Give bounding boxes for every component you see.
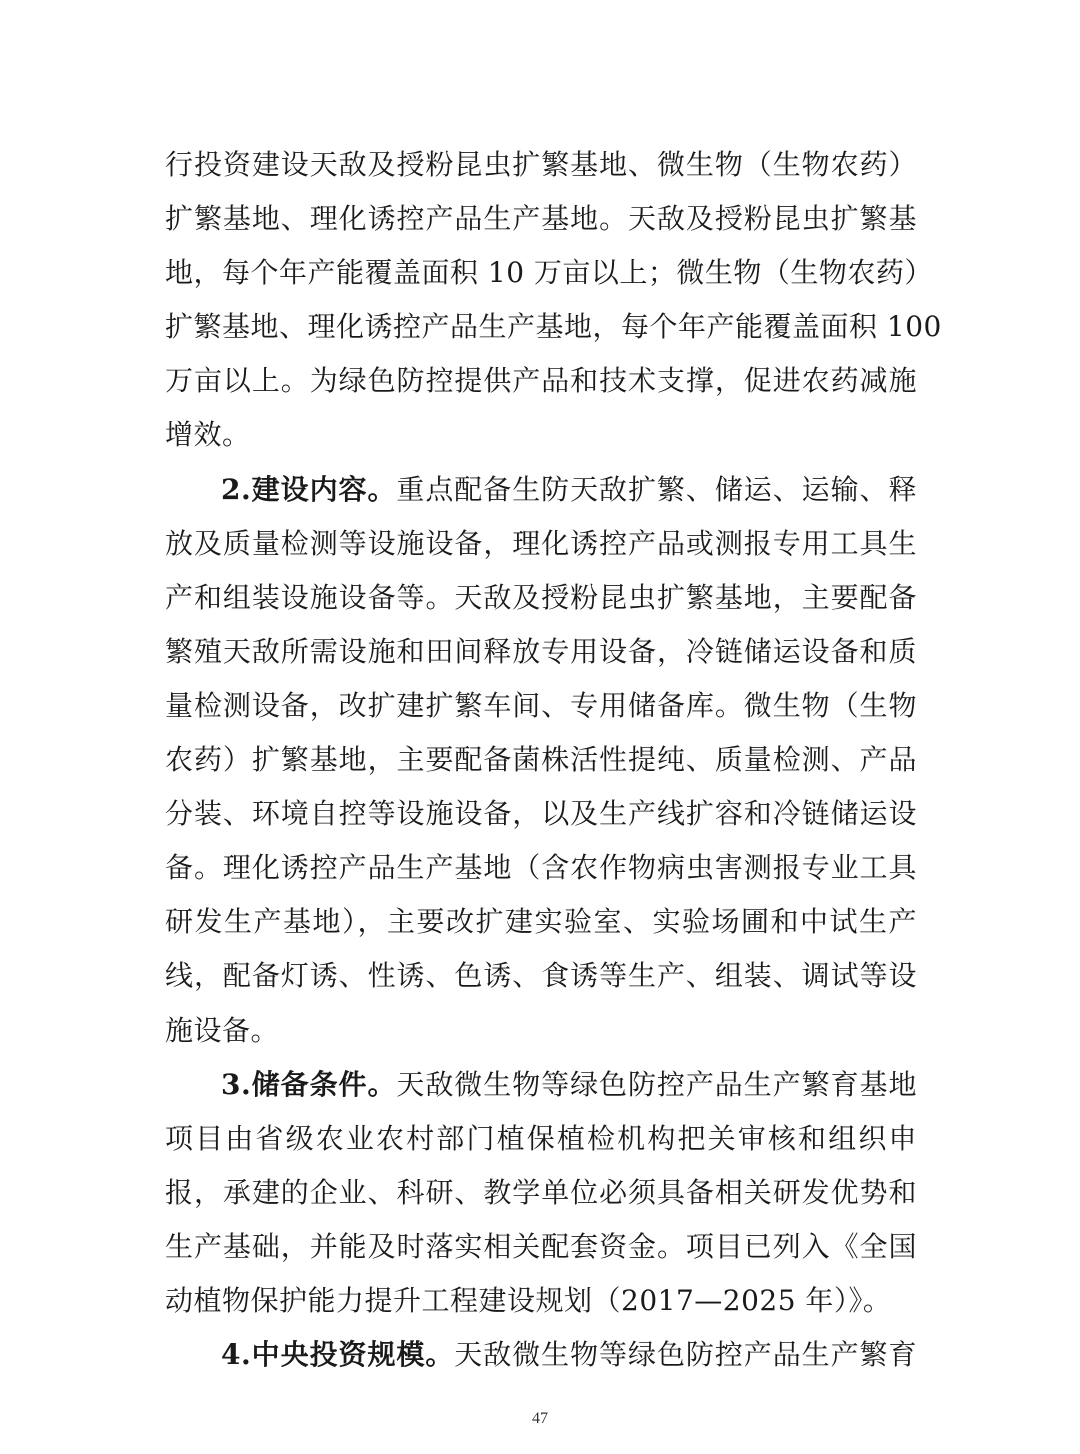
- text-line: 扩繁基地、理化诱控产品生产基地，每个年产能覆盖面积 100: [165, 310, 942, 344]
- text-line: 线，配备灯诱、性诱、色诱、食诱等生产、组装、调试等设: [165, 959, 917, 993]
- section-2-first-line: [165, 463, 917, 517]
- body-text: [165, 138, 942, 1382]
- section-2-heading: 2.建设内容。: [221, 472, 397, 506]
- text-line: 项目由省级农业农村部门植保植检机构把关审核和组织申: [165, 1121, 917, 1155]
- text-line: 备。理化诱控产品生产基地（含农作物病虫害测报专业工具: [165, 851, 917, 885]
- section-3-heading: 3.储备条件。: [221, 1067, 397, 1101]
- section-4-first-line: [165, 1328, 917, 1382]
- text-line: 报，承建的企业、科研、教学单位必须具备相关研发优势和: [165, 1175, 917, 1209]
- text-line: 行投资建设天敌及授粉昆虫扩繁基地、微生物（生物农药）: [165, 148, 917, 181]
- section-4-heading: 4.中央投资规模。: [221, 1338, 455, 1372]
- text-line: 分装、环境自控等设施设备，以及生产线扩容和冷链储运设: [165, 797, 917, 831]
- text-line: 万亩以上。为绿色防控提供产品和技术支撑，促进农药减施: [165, 364, 917, 398]
- text-line: 放及质量检测等设施设备，理化诱控产品或测报专用工具生: [165, 526, 917, 560]
- text-line: 生产基础，并能及时落实相关配套资金。项目已列入《全国: [165, 1229, 917, 1263]
- text-line: 繁殖天敌所需设施和田间释放专用设备，冷链储运设备和质: [165, 634, 917, 668]
- section-2-first-text: 重点配备生防天敌扩繁、储运、运输、释: [396, 472, 917, 506]
- section-3-first-line: [165, 1058, 917, 1112]
- text-line: 增效。: [165, 418, 251, 452]
- text-line: 研发生产基地），主要改扩建实验室、实验场圃和中试生产: [165, 905, 917, 939]
- text-line: 扩繁基地、理化诱控产品生产基地。天敌及授粉昆虫扩繁基: [165, 202, 917, 236]
- text-line: 产和组装设施设备等。天敌及授粉昆虫扩繁基地，主要配备: [165, 580, 917, 614]
- section-3-first-text: 天敌微生物等绿色防控产品生产繁育基地: [396, 1067, 917, 1101]
- text-line: 农药）扩繁基地，主要配备菌株活性提纯、质量检测、产品: [165, 743, 917, 777]
- text-line: 动植物保护能力提升工程建设规划（2017—2025 年）》。: [165, 1283, 892, 1317]
- section-4-first-text: 天敌微生物等绿色防控产品生产繁育: [454, 1338, 917, 1372]
- text-line: 量检测设备，改扩建扩繁车间、专用储备库。微生物（生物: [165, 688, 917, 722]
- text-line: 施设备。: [165, 1013, 280, 1047]
- page-number: 47: [532, 1410, 548, 1427]
- text-line: 地，每个年产能覆盖面积 10 万亩以上；微生物（生物农药）: [165, 256, 933, 290]
